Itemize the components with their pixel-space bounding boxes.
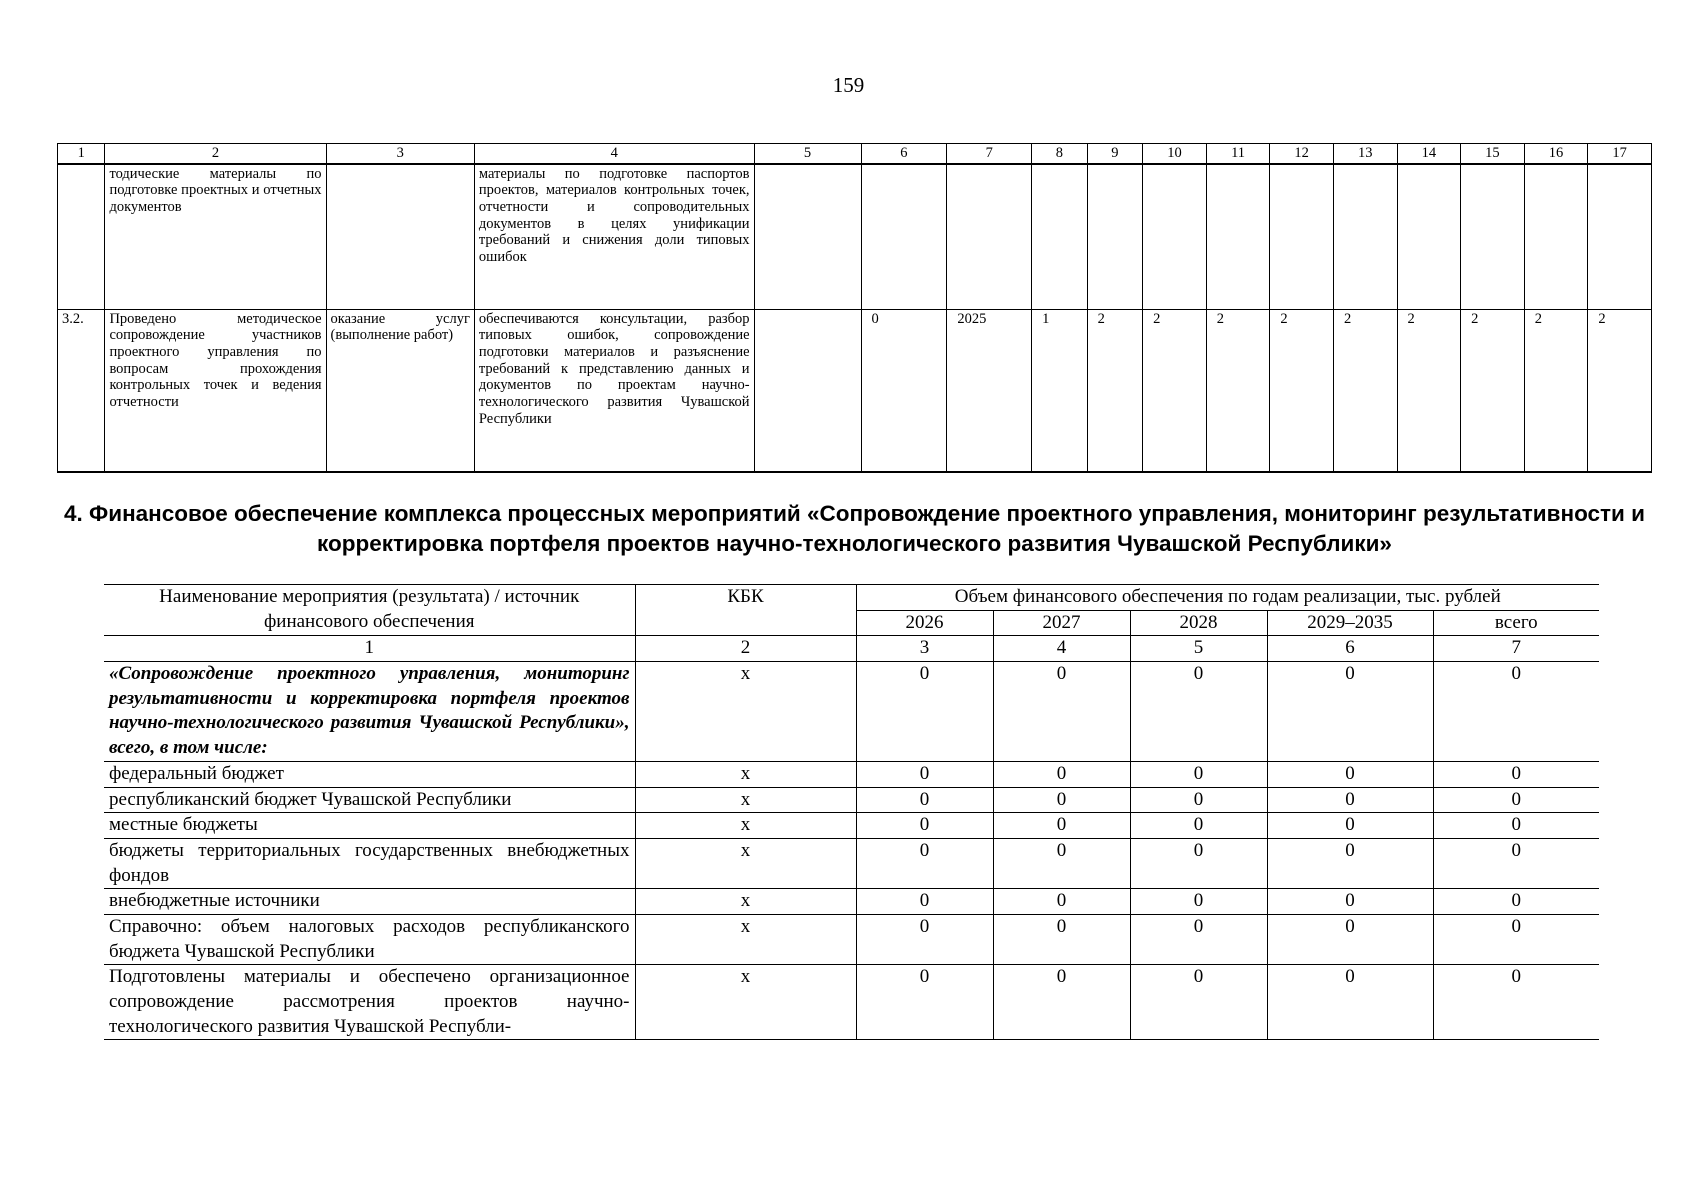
column-number: 10 [1143,144,1207,164]
column-number: 2 [105,144,326,164]
result-description-cell: материалы по подготовке паспортов проектов, материалов контрольных точек, отчетности и сопроводительных документов в целях унификации требований и снижения доли типовых ошибок [474,164,754,310]
base-year-cell: 2025 [947,309,1032,472]
value-cell: 2 [1397,309,1461,472]
column-number: 15 [1461,144,1525,164]
row-value: 0 [856,787,993,813]
row-kbk: х [635,787,856,813]
column-number: 13 [1333,144,1397,164]
value-cell: 2 [1270,309,1334,472]
result-description-cell: обеспечиваются консультации, разбор типовых ошибок, сопровождение подготовки материалов и разъяснение требований к представлению данных и документов по проектам научно-технологического развития Чувашской Республики [474,309,754,472]
row-number-cell: 3.2. [58,309,105,472]
row-value: 0 [993,838,1130,888]
row-value: 0 [1130,965,1267,1040]
header-kbk: КБК [635,585,856,636]
column-number: 8 [1032,144,1088,164]
row-kbk: х [635,838,856,888]
row-name: Подготовлены материалы и обеспечено организационное сопровождение рассмотрения проектов научно-технологического развития Чувашской Республи- [104,965,635,1040]
row-value: 0 [1433,838,1599,888]
row-value: 0 [1130,914,1267,964]
row-kbk: х [635,965,856,1040]
row-value: 0 [1433,889,1599,915]
row-value: 0 [993,761,1130,787]
row-kbk: х [635,662,856,762]
row-value: 0 [1130,761,1267,787]
column-number: 6 [1267,636,1433,662]
row-value: 0 [1267,838,1433,888]
section-title: 4. Финансовое обеспечение комплекса процессных мероприятий «Сопровождение проектного управления, мониторинг результативности и корректировка портфеля проектов научно-технологического развития Чувашской Республики» [64,501,1645,557]
row-value: 0 [1130,838,1267,888]
column-number: 1 [104,636,635,662]
row-kbk: х [635,813,856,839]
row-value: 0 [856,914,993,964]
base-value-cell: 0 [861,309,947,472]
column-number: 3 [326,144,474,164]
table-header-row [58,144,1652,164]
row-value: 0 [1267,662,1433,762]
column-number: 12 [1270,144,1334,164]
row-value: 0 [1267,965,1433,1040]
header-name: Наименование мероприятия (результата) / источник финансового обеспечения [104,585,635,636]
row-value: 0 [856,965,993,1040]
row-name: республиканский бюджет Чувашской Республики [104,787,635,813]
row-value: 0 [856,838,993,888]
row-value: 0 [1267,914,1433,964]
result-name-cell: Проведено методическое сопровождение участников проектного управления по вопросам прохождения контрольных точек и ведения отчетности [105,309,326,472]
column-number: 16 [1524,144,1588,164]
row-value: 0 [1433,965,1599,1040]
row-name: федеральный бюджет [104,761,635,787]
column-number: 9 [1087,144,1143,164]
header-year: 2027 [993,610,1130,636]
value-cell: 2 [1206,309,1270,472]
column-number: 4 [993,636,1130,662]
table-header-row [104,585,1599,611]
column-number: 11 [1206,144,1270,164]
header-total: всего [1433,610,1599,636]
row-value: 0 [993,965,1130,1040]
row-value: 0 [993,914,1130,964]
column-numbers-row [104,636,1599,662]
row-kbk: х [635,914,856,964]
row-value: 0 [856,813,993,839]
row-value: 0 [993,662,1130,762]
row-value: 0 [1130,787,1267,813]
row-value: 0 [1130,662,1267,762]
row-name: бюджеты территориальных государственных внебюджетных фондов [104,838,635,888]
value-cell: 2 [1524,309,1588,472]
value-cell: 2 [1087,309,1143,472]
row-value: 0 [1433,787,1599,813]
row-name: Справочно: объем налоговых расходов республиканского бюджета Чувашской Республики [104,914,635,964]
column-number: 14 [1397,144,1461,164]
row-value: 0 [856,761,993,787]
table-row [104,662,1599,762]
header-volume: Объем финансового обеспечения по годам реализации, тыс. рублей [856,585,1599,611]
table-row [104,813,1599,839]
row-value: 0 [1433,813,1599,839]
column-number: 6 [861,144,947,164]
row-value: 0 [1130,889,1267,915]
row-name: «Сопровождение проектного управления, мониторинг результативности и корректировка портфеля проектов научно-технологического развития Чувашской Республики», всего, в том числе: [104,662,635,762]
table-row [58,164,1652,310]
column-number: 17 [1588,144,1652,164]
unit-cell [754,309,861,472]
value-cell: 1 [1032,309,1088,472]
value-cell: 2 [1143,309,1207,472]
table-row [104,761,1599,787]
row-value: 0 [1130,813,1267,839]
result-type-cell: оказание услуг (выполнение работ) [326,309,474,472]
column-number: 3 [856,636,993,662]
row-kbk: х [635,889,856,915]
row-value: 0 [993,889,1130,915]
table-row [104,787,1599,813]
row-value: 0 [1267,889,1433,915]
activities-table [57,143,1652,473]
row-kbk: х [635,761,856,787]
column-number: 5 [1130,636,1267,662]
row-value: 0 [856,889,993,915]
row-value: 0 [1433,662,1599,762]
row-value: 0 [1267,761,1433,787]
column-number: 7 [947,144,1032,164]
header-year: 2026 [856,610,993,636]
page-number: 159 [832,73,865,97]
table-row [104,838,1599,888]
column-number: 5 [754,144,861,164]
column-number: 2 [635,636,856,662]
row-value: 0 [1267,813,1433,839]
column-number: 4 [474,144,754,164]
result-name-cell: тодические материалы по подготовке проектных и отчетных документов [105,164,326,310]
row-value: 0 [856,662,993,762]
header-year: 2029–2035 [1267,610,1433,636]
row-value: 0 [1433,914,1599,964]
table-row [58,309,1652,472]
value-cell: 2 [1333,309,1397,472]
column-number: 1 [58,144,105,164]
row-value: 0 [993,787,1130,813]
financing-table [104,584,1599,1040]
column-number: 7 [1433,636,1599,662]
row-name: местные бюджеты [104,813,635,839]
table-row [104,965,1599,1040]
row-name: внебюджетные источники [104,889,635,915]
table-row [104,889,1599,915]
row-value: 0 [1433,761,1599,787]
row-value: 0 [993,813,1130,839]
row-value: 0 [1267,787,1433,813]
header-year: 2028 [1130,610,1267,636]
value-cell: 2 [1588,309,1652,472]
table-row [104,914,1599,964]
value-cell: 2 [1461,309,1525,472]
